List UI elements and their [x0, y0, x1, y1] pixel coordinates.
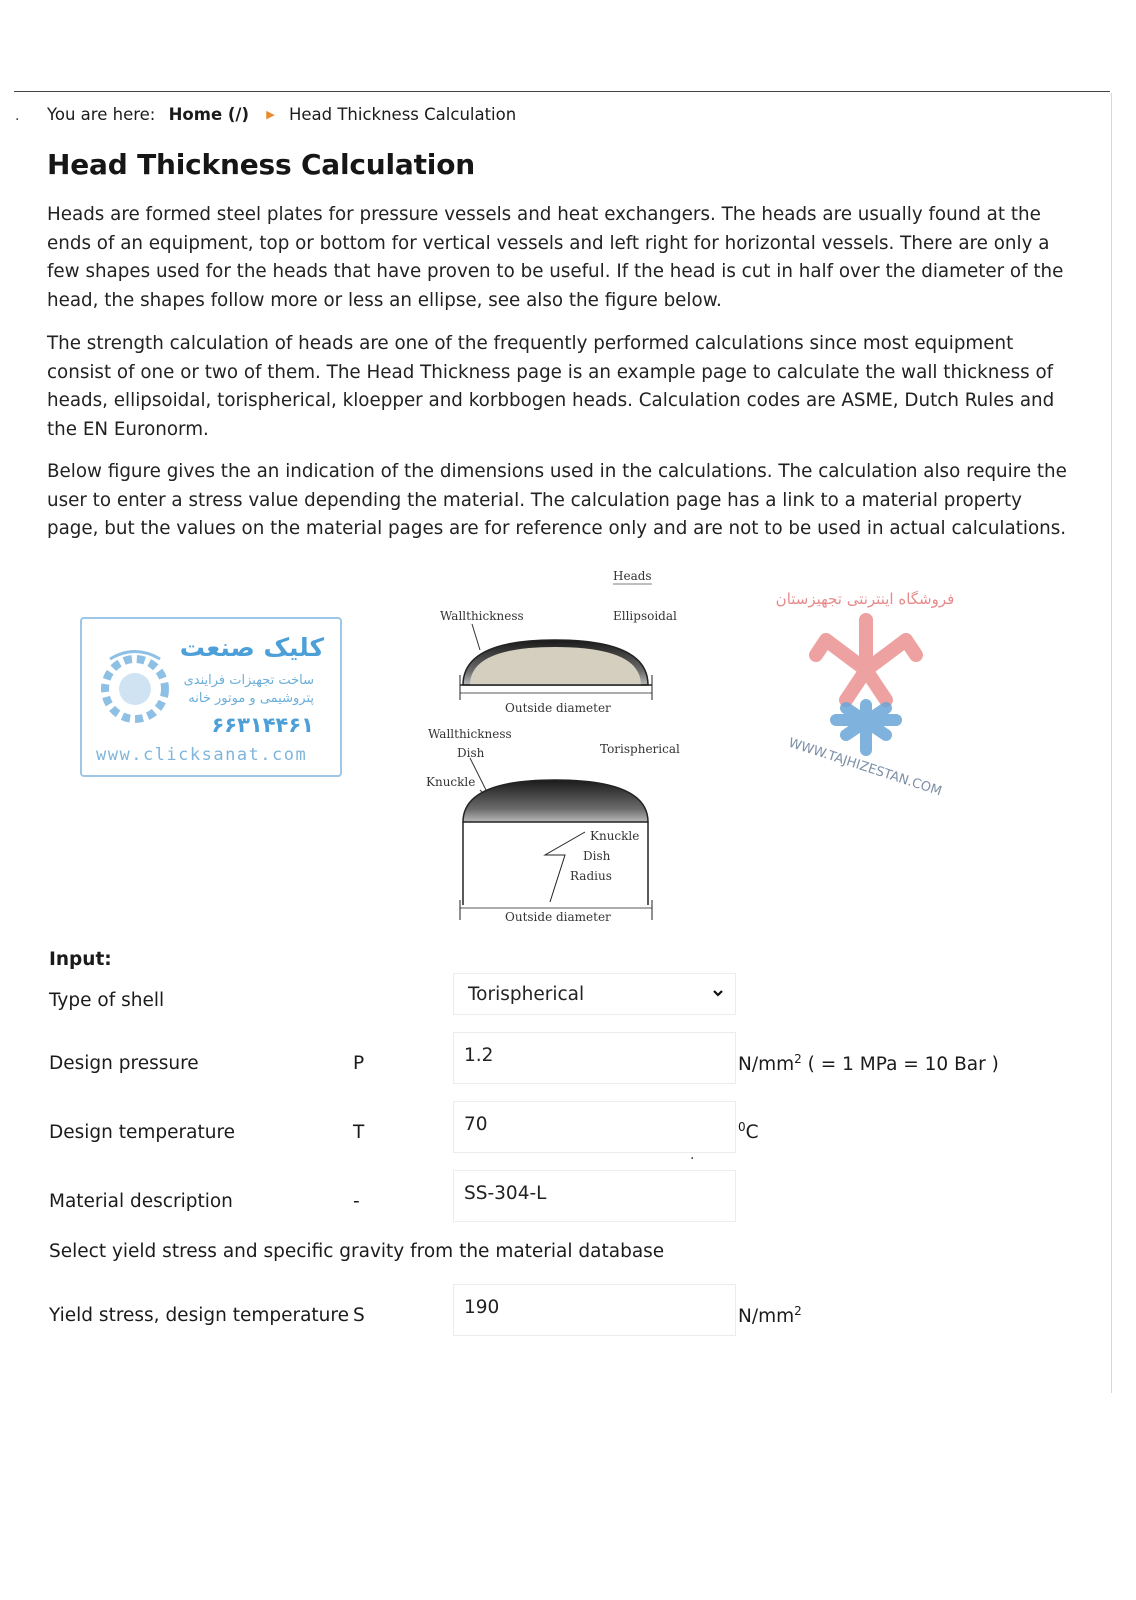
design-temperature-input[interactable]: 70	[453, 1101, 736, 1153]
inner-dish-label: Dish	[583, 849, 611, 863]
stamp-subtitle-2: پتروشیمی و موتور خانه	[188, 691, 314, 706]
yield-unit-exponent: 2	[794, 1304, 802, 1318]
chevron-down-icon	[711, 986, 725, 1000]
breadcrumb-current: Head Thickness Calculation	[288, 105, 517, 124]
breadcrumb	[47, 105, 516, 124]
page-edge	[1111, 93, 1112, 1393]
watermark-top-text: فروشگاه اینترنتی تجهیزستان	[775, 590, 955, 608]
design-temperature-label: Design temperature	[49, 1122, 236, 1143]
yield-unit-base: N/mm	[738, 1306, 795, 1328]
gear-icon	[90, 639, 180, 735]
figure-title: Heads	[613, 569, 652, 583]
shell-type-label: Type of shell	[49, 990, 165, 1011]
pressure-unit-base: N/mm	[738, 1054, 795, 1076]
material-label: Material description	[49, 1191, 233, 1212]
stamp-url: www.clicksanat.com	[96, 745, 308, 765]
yield-stress-unit	[738, 1304, 802, 1327]
torispherical-head-shape	[463, 780, 648, 822]
material-symbol: -	[353, 1191, 360, 1212]
page-title: Head Thickness Calculation	[47, 148, 475, 181]
design-pressure-label: Design pressure	[49, 1053, 199, 1074]
strength-paragraph: The strength calculation of heads are one of the frequently performed calculations since most equipment consist of one or two of them. The Head Thickness page is an example page to calculate the wall thickness of heads, ellipsoidal, torispherical, kloepper and korbbogen heads. Calculation codes are ASME, Dutch Rules and the EN Euronorm.	[47, 333, 1055, 440]
pressure-unit-note: ( = 1 MPa = 10 Bar )	[801, 1054, 999, 1076]
stamp-title: کلیک صنعت	[179, 633, 324, 662]
scan-speck: .	[690, 1147, 695, 1163]
ellipsoidal-diameter-label: Outside diameter	[505, 701, 611, 715]
watermark-logo	[770, 582, 960, 802]
yield-stress-label: Yield stress, design temperature	[49, 1305, 349, 1326]
torispherical-type-label: Torispherical	[600, 742, 680, 756]
design-temperature-unit	[738, 1120, 759, 1143]
top-divider	[14, 91, 1110, 92]
material-input[interactable]: SS-304-L	[453, 1170, 736, 1222]
torispherical-wall-label: Wallthickness	[428, 727, 512, 741]
torispherical-dish-label: Dish	[457, 746, 485, 760]
design-temperature-symbol: T	[353, 1122, 365, 1143]
yield-stress-input[interactable]: 190	[453, 1284, 736, 1336]
torispherical-diameter-label: Outside diameter	[505, 910, 611, 924]
torispherical-knuckle-label: Knuckle	[426, 775, 476, 789]
stamp-phone: ۶۶۳۱۴۴۶۱	[211, 713, 314, 737]
input-section-title: Input:	[49, 949, 112, 970]
temperature-unit-base: C	[745, 1122, 759, 1144]
snowflake-icon	[806, 610, 926, 760]
breadcrumb-separator-icon: ▶	[266, 108, 275, 121]
ellipsoidal-type-label: Ellipsoidal	[613, 609, 677, 623]
design-pressure-unit	[738, 1052, 999, 1075]
shell-type-select[interactable]	[453, 973, 736, 1015]
design-pressure-symbol: P	[353, 1053, 365, 1074]
figure-paragraph: Below figure gives the an indication of the dimensions used in the calculations. The calculation also require the user to enter a stress value depending the material. The calculation page has a link to a material property page, but the values on the material pages are for reference only and are not to be used in actual calculations.	[47, 461, 1067, 539]
design-pressure-input[interactable]: 1.2	[453, 1032, 736, 1084]
material-database-note: Select yield stress and specific gravity from the material database	[49, 1241, 665, 1262]
heads-figure	[420, 560, 692, 940]
shell-type-value: Torispherical	[468, 984, 585, 1005]
yield-stress-symbol: S	[353, 1305, 365, 1326]
watermark-url: WWW.TAJHIZESTAN.COM	[786, 735, 944, 800]
stamp-subtitle: ساخت تجهیزات فرایندی	[183, 673, 314, 688]
intro-paragraph: Heads are formed steel plates for pressure vessels and heat exchangers. The heads are usually found at the ends of an equipment, top or bottom for vertical vessels and left right for horizontal vessels. There are only a few shapes used for the heads that have proven to be useful. If the head is cut in half over the diameter of the head, the shapes follow more or less an ellipse, see also the figure below.	[47, 204, 1064, 311]
breadcrumb-home-link[interactable]: Home (/)	[168, 105, 249, 124]
temperature-unit-degree: 0	[738, 1120, 746, 1134]
company-stamp	[80, 617, 342, 777]
scan-speck: .	[15, 108, 20, 124]
breadcrumb-prefix: You are here:	[47, 105, 156, 124]
pressure-unit-exponent: 2	[794, 1052, 802, 1066]
inner-knuckle-label: Knuckle	[590, 829, 640, 843]
ellipsoidal-wall-label: Wallthickness	[440, 609, 524, 623]
inner-radius-label: Radius	[570, 869, 612, 883]
